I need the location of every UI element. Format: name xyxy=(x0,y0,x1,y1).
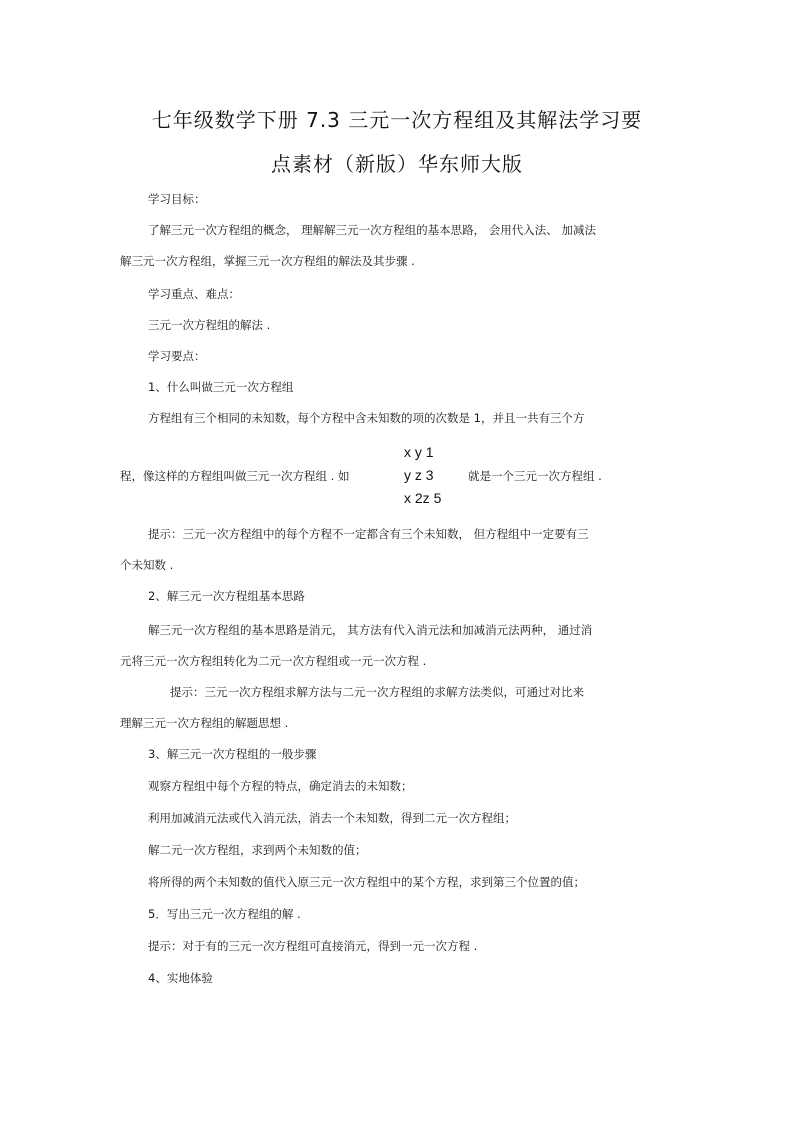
section2-text-line1: 解三元一次方程组的基本思路是消元， 其方法有代入消元法和加减消元法两种， 通过消 xyxy=(148,623,593,637)
key-points-heading: 学习重点、难点： xyxy=(148,287,240,301)
section3-tip: 提示：对于有的三元一次方程组可直接消元，得到一元一次方程 . xyxy=(148,939,478,953)
section4-heading: 4、实地体验 xyxy=(148,971,213,985)
learning-points-heading: 学习要点： xyxy=(148,349,206,363)
section2-tip-line1: 提示：三元一次方程组求解方法与二元一次方程组的求解方法类似，可通过对比来 xyxy=(170,685,584,699)
section3-step1: 观察方程组中每个方程的特点，确定消去的未知数； xyxy=(148,779,413,793)
section3-step2: 利用加减消元法或代入消元法，消去一个未知数，得到二元一次方程组； xyxy=(148,811,516,825)
section1-text-line2-post: 就是一个三元一次方程组 . xyxy=(468,469,602,483)
section3-step4: 将所得的两个未知数的值代入原三元一次方程组中的某个方程，求到第三个位置的值； xyxy=(148,875,585,889)
goals-text-line1: 了解三元一次方程组的概念， 理解解三元一次方程组的基本思路， 会用代入法、 加减法 xyxy=(148,223,596,237)
section2-heading: 2、解三元一次方程组基本思路 xyxy=(148,589,305,603)
equation-row3: x 2z 5 xyxy=(404,490,442,506)
section3-step3: 解二元一次方程组，求到两个未知数的值； xyxy=(148,843,367,857)
section1-tip-line2: 个未知数 . xyxy=(120,558,174,572)
equation-row1: x y 1 xyxy=(404,444,434,460)
section2-text-line2: 元将三元一次方程组转化为二元一次方程组或一元一次方程 . xyxy=(120,654,427,668)
doc-title-line1: 七年级数学下册 7.3 三元一次方程组及其解法学习要 xyxy=(151,108,643,132)
goals-heading: 学习目标： xyxy=(148,192,206,206)
equation-row2: y z 3 xyxy=(404,467,434,483)
section3-step5: 5．写出三元一次方程组的解 . xyxy=(148,907,301,921)
section3-heading: 3、解三元一次方程组的一般步骤 xyxy=(148,747,317,761)
section1-tip-line1: 提示：三元一次方程组中的每个方程不一定都含有三个未知数， 但方程组中一定要有三 xyxy=(148,527,589,541)
section1-text-line2-pre: 程，像这样的方程组叫做三元一次方程组 . 如 xyxy=(120,469,350,483)
goals-text-line2: 解三元一次方程组，掌握三元一次方程组的解法及其步骤 . xyxy=(120,254,415,268)
section2-tip-line2: 理解三元一次方程组的解题思想 . xyxy=(120,716,289,730)
doc-title-line2: 点素材（新版）华东师大版 xyxy=(271,152,523,176)
section1-heading: 1、什么叫做三元一次方程组 xyxy=(148,380,294,394)
section1-text-line1: 方程组有三个相同的未知数，每个方程中含未知数的项的次数是 1，并且一共有三个方 xyxy=(148,411,585,425)
key-points-text: 三元一次方程组的解法 . xyxy=(148,318,271,332)
